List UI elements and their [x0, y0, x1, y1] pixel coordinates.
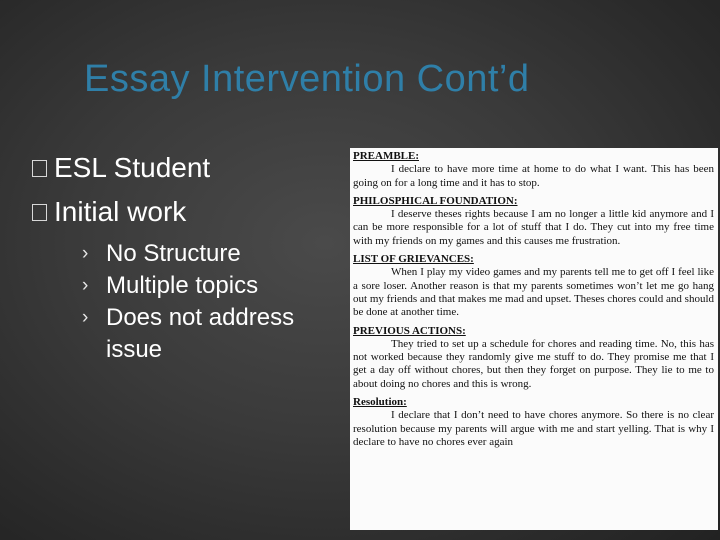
section-heading: PHILOSPHICAL FOUNDATION: [353, 194, 518, 207]
section-body: I declare that I don’t need to have chores anymore. So there is no clear resolution because my parents will argue with me and start yelling. That is why I declare to have no chores ever again [353, 409, 714, 448]
square-bullet-icon [32, 204, 47, 221]
sub-bullet-text: Does not address issue [106, 304, 295, 363]
essay-section-previous-actions [353, 325, 714, 391]
section-heading: LIST OF GRIEVANCES: [353, 253, 474, 266]
sub-bullet-no-structure [82, 238, 332, 270]
sub-bullet-text: No Structure [106, 240, 241, 267]
sub-bullet-text: Multiple topics [106, 272, 259, 299]
essay-section-preamble [353, 150, 714, 190]
section-body: They tried to set up a schedule for chores and reading time. No, this has not worked because they randomly give me stuff to do. They promise me that I get a day off without chores, but then they forget on purpose. They lie to me to about doing no chores and this is wrong. [353, 337, 714, 390]
essay-section-grievances [353, 253, 714, 319]
slide-title: Essay Intervention Cont’d [84, 58, 530, 100]
sub-bullet-multiple-topics [82, 270, 332, 302]
bullet-esl-student [32, 150, 332, 186]
section-heading: Resolution: [353, 396, 407, 409]
section-heading: PREVIOUS ACTIONS: [353, 324, 466, 337]
section-body: I deserve theses rights because I am no longer a little kid anymore and I can be more responsible for a lot of stuff that I do. They cut into my free time with my friends on my games and this causes me frustration. [353, 208, 714, 247]
bullet-text: Initial work [54, 196, 187, 227]
section-heading: PREAMBLE: [353, 150, 419, 162]
essay-section-resolution [353, 396, 714, 449]
bullet-list [32, 150, 332, 366]
square-bullet-icon [32, 160, 47, 177]
scanned-essay-document [350, 148, 718, 530]
bullet-text: ESL Student [54, 152, 211, 183]
sub-bullet-does-not-address [82, 302, 332, 366]
chevron-right-icon: › [82, 275, 89, 296]
section-body: I declare to have more time at home to do what I want. This has been going on for a long time and it has to stop. [353, 163, 714, 189]
chevron-right-icon: › [82, 307, 89, 328]
chevron-right-icon: › [82, 243, 89, 264]
bullet-initial-work [32, 194, 332, 230]
essay-section-philosophical-foundation [353, 195, 714, 248]
section-body: When I play my video games and my parents tell me to get off I feel like a sore loser. Another reason is that my parents sometimes won’t let me go hang out my friends and that makes me mad and upset. Theses chores could and should be done at another time. [353, 266, 714, 319]
